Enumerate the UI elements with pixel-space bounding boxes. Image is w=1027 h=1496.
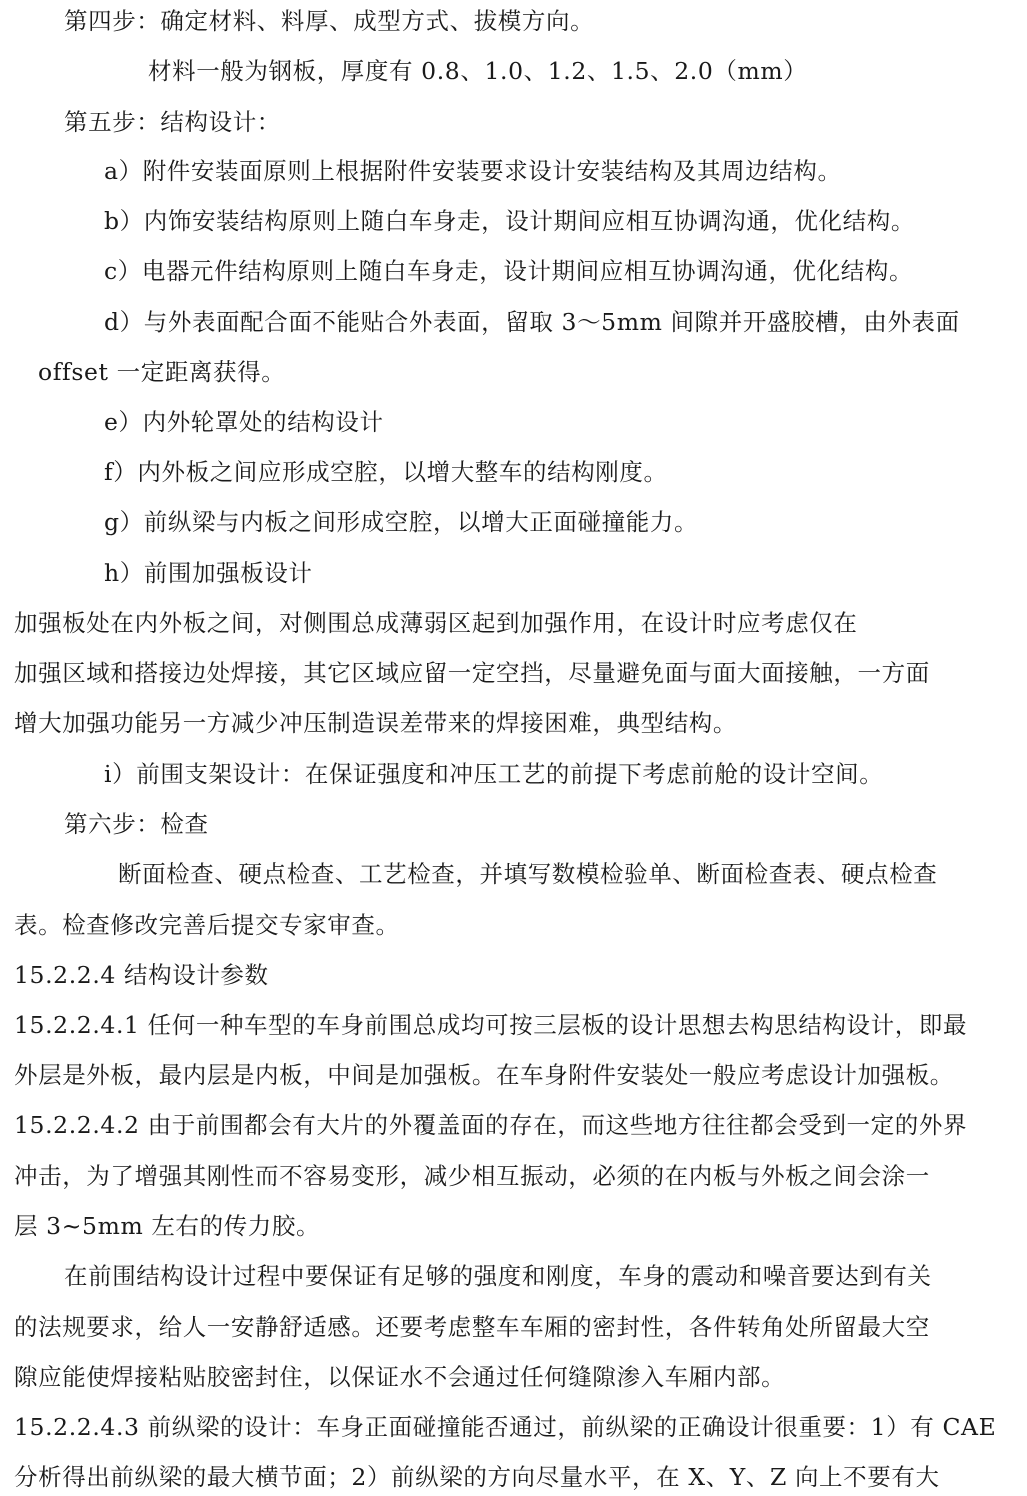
text-line: f）内外板之间应形成空腔，以增大整车的结构刚度。 <box>104 458 668 486</box>
text-line: 层 3~5mm 左右的传力胶。 <box>14 1212 321 1240</box>
section-heading: 15.2.2.4 结构设计参数 <box>14 961 269 989</box>
text-line: 冲击，为了增强其刚性而不容易变形，减少相互振动，必须的在内板与外板之间会涂一 <box>14 1162 930 1190</box>
text-line: d）与外表面配合面不能贴合外表面，留取 3～5mm 间隙并开盛胶槽，由外表面 <box>104 308 960 336</box>
text-line: a）附件安装面原则上根据附件安装要求设计安装结构及其周边结构。 <box>104 157 842 185</box>
text-line: 第四步：确定材料、料厚、成型方式、拔模方向。 <box>64 7 595 35</box>
text-line: e）内外轮罩处的结构设计 <box>104 408 384 436</box>
text-line: 分析得出前纵梁的最大横节面；2）前纵梁的方向尽量水平，在 X、Y、Z 向上不要有大 <box>14 1463 940 1491</box>
text-line: 第五步：结构设计： <box>64 108 281 136</box>
text-line: i）前围支架设计：在保证强度和冲压工艺的前提下考虑前舱的设计空间。 <box>104 760 884 788</box>
text-line: 加强区域和搭接边处焊接，其它区域应留一定空挡，尽量避免面与面大面接触，一方面 <box>14 659 930 687</box>
text-line: 第六步：检查 <box>64 810 209 838</box>
text-line: 材料一般为钢板，厚度有 0.8、1.0、1.2、1.5、2.0（mm） <box>148 57 808 85</box>
text-line: 外层是外板，最内层是内板，中间是加强板。在车身附件安装处一般应考虑设计加强板。 <box>14 1061 954 1089</box>
text-line: 表。检查修改完善后提交专家审查。 <box>14 911 400 939</box>
text-line: g）前纵梁与内板之间形成空腔，以增大正面碰撞能力。 <box>104 508 699 536</box>
text-line: h）前围加强板设计 <box>104 559 313 587</box>
text-line: 加强板处在内外板之间，对侧围总成薄弱区起到加强作用，在设计时应考虑仅在 <box>14 609 858 637</box>
text-line: offset 一定距离获得。 <box>38 358 286 386</box>
text-line: 15.2.2.4.1 任何一种车型的车身前围总成均可按三层板的设计思想去构思结构设计，即最 <box>14 1011 968 1039</box>
text-line: 隙应能使焊接粘贴胶密封住，以保证水不会通过任何缝隙渗入车厢内部。 <box>14 1363 786 1391</box>
text-line: 在前围结构设计过程中要保证有足够的强度和刚度，车身的震动和噪音要达到有关 <box>64 1262 932 1290</box>
text-line: c）电器元件结构原则上随白车身走，设计期间应相互协调沟通，优化结构。 <box>104 257 914 285</box>
text-line: 断面检查、硬点检查、工艺检查，并填写数模检验单、断面检查表、硬点检查 <box>118 860 938 888</box>
text-line: 15.2.2.4.2 由于前围都会有大片的外覆盖面的存在，而这些地方往往都会受到一定的外界 <box>14 1111 968 1139</box>
text-line: b）内饰安装结构原则上随白车身走，设计期间应相互协调沟通，优化结构。 <box>104 207 915 235</box>
text-line: 的法规要求，给人一安静舒适感。还要考虑整车车厢的密封性，各件转角处所留最大空 <box>14 1313 930 1341</box>
text-line: 15.2.2.4.3 前纵梁的设计：车身正面碰撞能否通过，前纵梁的正确设计很重要：1）有 CAE <box>14 1413 997 1441</box>
text-line: 增大加强功能另一方减少冲压制造误差带来的焊接困难，典型结构。 <box>14 709 737 737</box>
